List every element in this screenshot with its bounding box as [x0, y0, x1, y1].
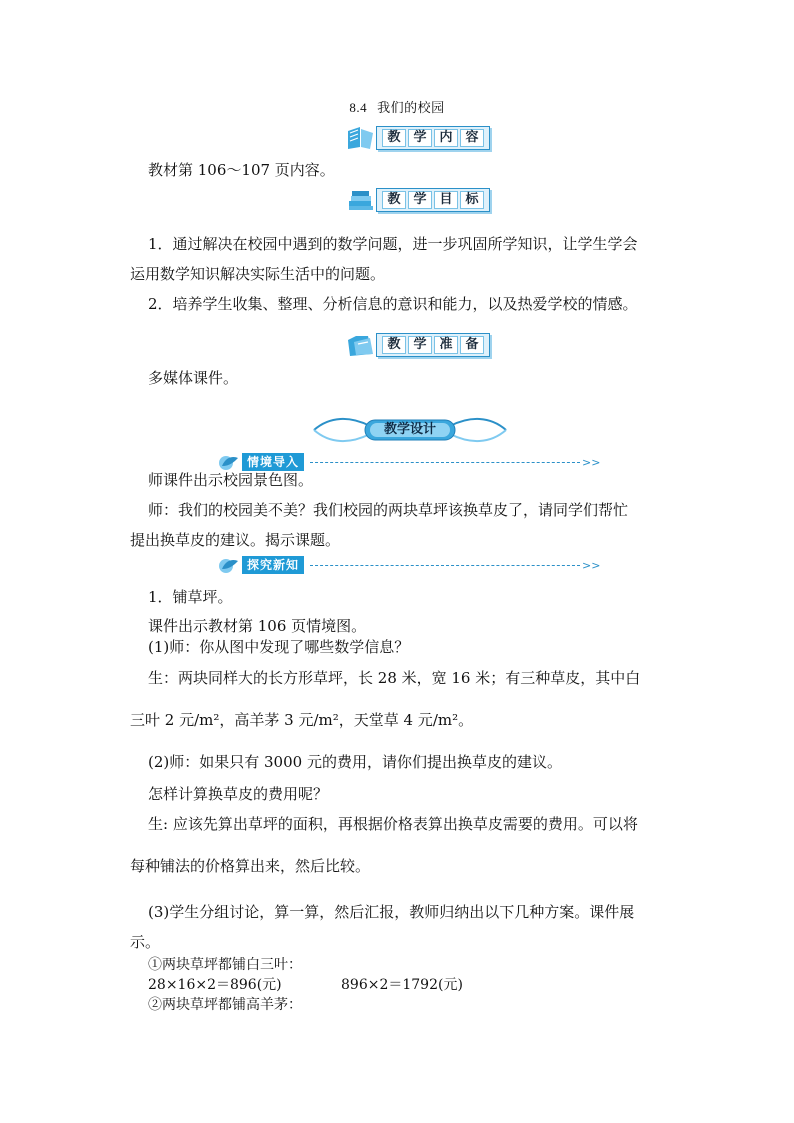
- banner-label: 教学设计: [383, 422, 436, 437]
- explore-line: 每种铺法的价格算出来，然后比较。: [130, 857, 371, 875]
- books-icon: [346, 187, 376, 213]
- explore-tag-label: 探究新知: [242, 556, 304, 574]
- explore-line: (2)师：如果只有 3000 元的费用，请你们提出换草皮的建议。: [148, 753, 562, 771]
- prep-text: 多媒体课件。: [148, 369, 239, 387]
- intro-tag-label: 情境导入: [242, 453, 304, 471]
- section-number: 8.4: [349, 100, 368, 115]
- header-char: 学: [408, 336, 432, 354]
- goals-header: [346, 187, 490, 213]
- plan-1-title: ①两块草坪都铺白三叶：: [148, 957, 302, 973]
- page-title: [0, 97, 794, 116]
- explore-tag: [216, 555, 600, 575]
- goal-1-line-1: 1．通过解决在校园中遇到的数学问题，进一步巩固所学知识，让学生学会: [148, 235, 638, 253]
- explore-line: 生：两块同样大的长方形草坪，长 28 米，宽 16 米；有三种草皮，其中白: [148, 669, 641, 687]
- plan-1-calc-b: 896×2＝1792(元): [341, 977, 463, 993]
- intro-line-3: 提出换草皮的建议。揭示课题。: [130, 531, 341, 549]
- explore-line: 怎样计算换草皮的费用呢？: [148, 785, 329, 803]
- explore-line: 三叶 2 元/m²，高羊茅 3 元/m²，天堂草 4 元/m²。: [130, 711, 474, 729]
- header-char: 教: [382, 129, 406, 147]
- double-chevron-icon: >>: [582, 558, 601, 572]
- content-header: [346, 125, 490, 151]
- header-char: 内: [434, 129, 458, 147]
- double-chevron-icon: >>: [582, 455, 601, 469]
- explore-line: (3)学生分组讨论，算一算，然后汇报，教师归纳出以下几种方案。课件展: [148, 903, 635, 921]
- header-char: 容: [460, 129, 484, 147]
- header-char: 学: [408, 129, 432, 147]
- explore-line: 课件出示教材第 106 页情境图。: [148, 617, 367, 635]
- folder-icon: [346, 332, 376, 358]
- explore-line: 生: 应该先算出草坪的面积，再根据价格表算出换草皮需要的费用。可以将: [148, 815, 638, 833]
- header-char: 教: [382, 336, 406, 354]
- goal-1-line-2: 运用数学知识解决实际生活中的问题。: [130, 265, 386, 283]
- header-char: 目: [434, 191, 458, 209]
- goal-2: 2．培养学生收集、整理、分析信息的意识和能力，以及热爱学校的情感。: [148, 295, 638, 313]
- header-char: 标: [460, 191, 484, 209]
- section-title: 我们的校园: [377, 101, 445, 116]
- leaf-icon: [216, 452, 242, 472]
- tag-dashed-line: [310, 462, 580, 463]
- book-icon: [346, 125, 376, 151]
- plan-2-title: ②两块草坪都铺高羊茅：: [148, 997, 302, 1013]
- intro-line-2: 师：我们的校园美不美？我们校园的两块草坪该换草皮了，请同学们帮忙: [148, 501, 629, 519]
- header-char: 教: [382, 191, 406, 209]
- explore-line: 1．铺草坪。: [148, 588, 233, 606]
- design-banner: [310, 412, 510, 448]
- plan-1-calc-a: 28×16×2＝896(元): [148, 977, 282, 993]
- explore-line: 示。: [130, 933, 161, 951]
- intro-tag: [216, 452, 600, 472]
- header-char: 备: [460, 336, 484, 354]
- tag-dashed-line: [310, 565, 580, 566]
- header-char: 准: [434, 336, 458, 354]
- header-char: 学: [408, 191, 432, 209]
- explore-line: (1)师：你从图中发现了哪些数学信息？: [148, 638, 410, 656]
- intro-line-1: 师课件出示校园景色图。: [148, 471, 314, 489]
- leaf-icon: [216, 555, 242, 575]
- content-text: 教材第 106～107 页内容。: [148, 161, 335, 179]
- prep-header: [346, 332, 490, 358]
